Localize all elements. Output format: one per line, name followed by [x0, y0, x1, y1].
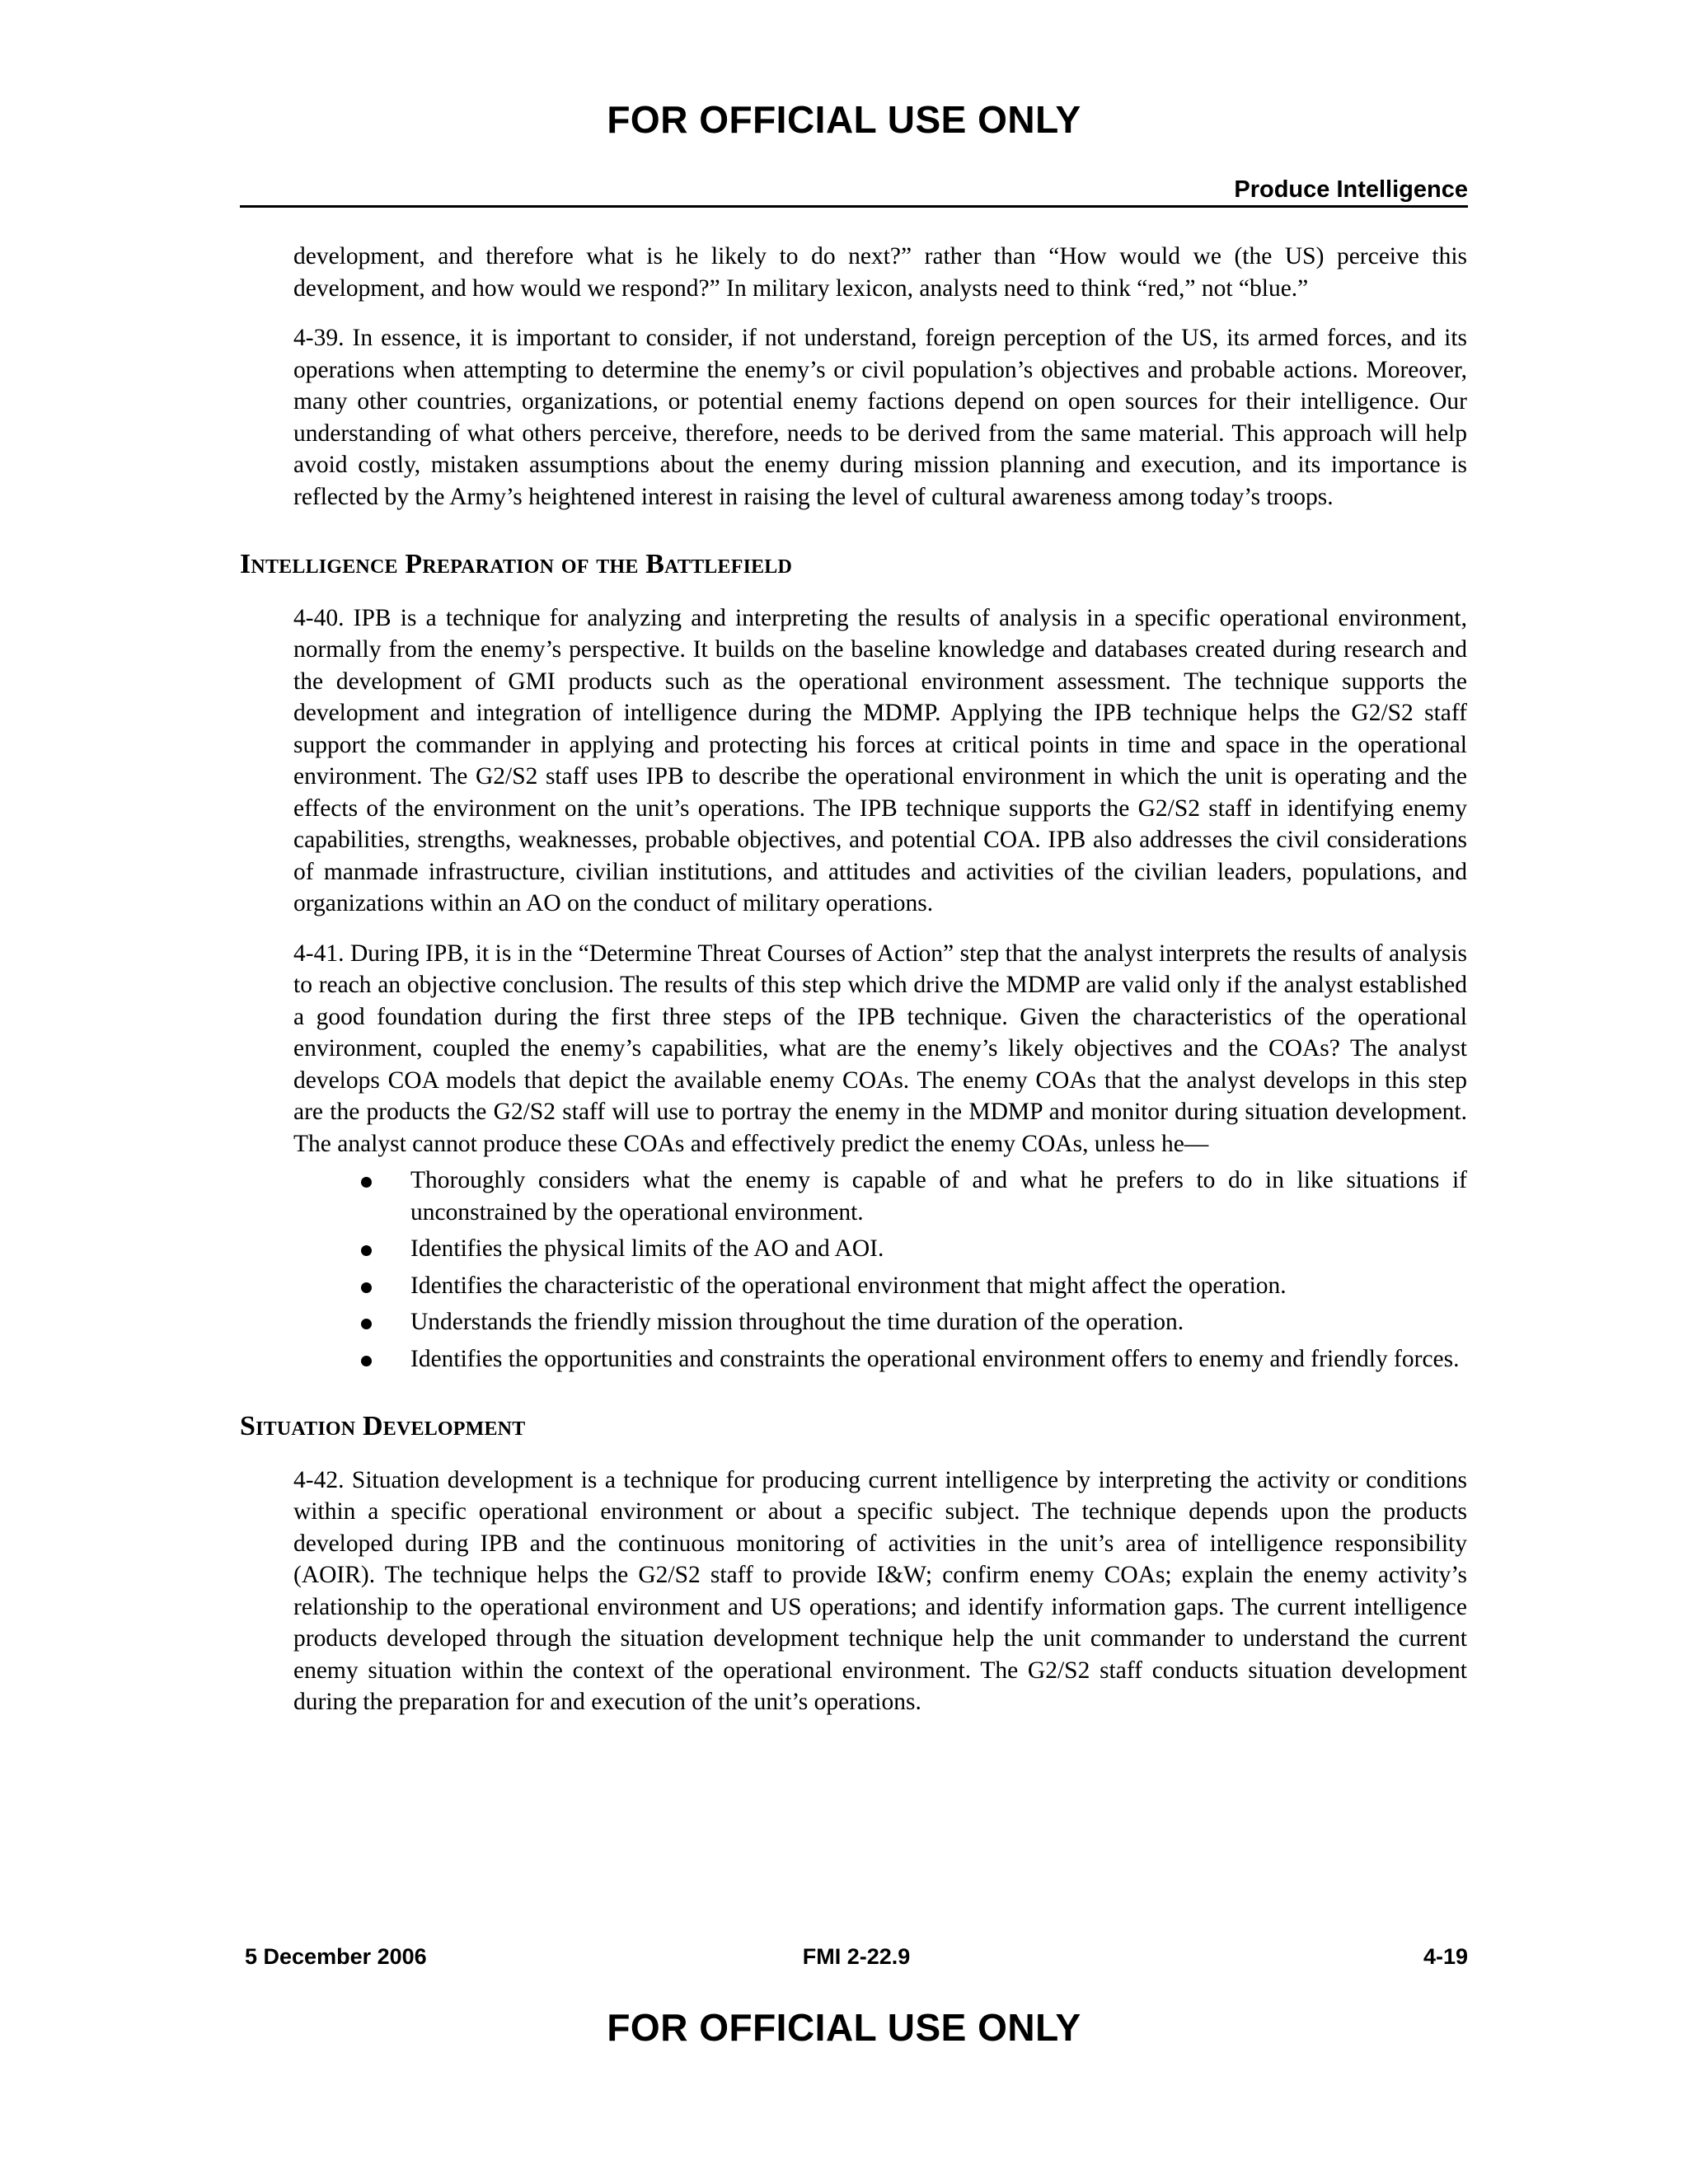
footer-date: 5 December 2006 [245, 1944, 427, 1969]
list-item [293, 1343, 1467, 1376]
list-item-text: Thoroughly considers what the enemy is capable of and what he prefers to do in like situations if unconstrained by the operational environment. [410, 1167, 1467, 1226]
paragraph-continuation: development, and therefore what is he likely to do next?” rather than “How would we (the US) perceive this development, and how would we respond?” In military lexicon, analysts need to think “red,” not “blue.” [293, 243, 1467, 302]
footer-page-number: 4-19 [1423, 1944, 1468, 1969]
page-footer [245, 1944, 1468, 1974]
list-item [293, 1306, 1467, 1338]
list-item [293, 1165, 1467, 1228]
bullet-icon [361, 1282, 372, 1293]
paragraph-4-39: 4-39. In essence, it is important to consider, if not understand, foreign perception of the US, its armed forces, and its operations when attempting to determine the enemy’s or civil population’s objectives and probable actions. Moreover, many other countries, organizations, or potential enemy factions depend on open sources for their intelligence. Our understanding of what others perceive, therefore, needs to be derived from the same material. This approach will help avoid costly, mistaken assumptions about the enemy during mission planning and execution, and its importance is reflected by the Army’s heightened interest in raising the level of cultural awareness among today’s troops. [293, 325, 1467, 510]
classification-banner-top: FOR OFFICIAL USE ONLY [607, 98, 1081, 141]
header-rule [240, 205, 1468, 208]
paragraph-4-41: 4-41. During IPB, it is in the “Determine Threat Courses of Action” step that the analyst interprets the results of analysis to reach an objective conclusion. The results of this step which drive the MDMP are valid only if the analyst established a good foundation during the first three steps of the IPB technique. Given the characteristics of the operational environment, coupled the enemy’s capabilities, what are the enemy’s likely objectives and the COAs? The analyst develops COA models that depict the available enemy COAs. The enemy COAs that the analyst develops in this step are the products the G2/S2 staff will use to portray the enemy in the MDMP and monitor during situation development. The analyst cannot produce these COAs and effectively predict the enemy COAs, unless he— [293, 940, 1467, 1157]
list-item [293, 1270, 1467, 1302]
bullet-icon [361, 1319, 372, 1329]
bullet-icon [361, 1245, 372, 1256]
document-body [240, 241, 1467, 1736]
running-head: Produce Intelligence [1234, 176, 1468, 203]
list-item-text: Identifies the physical limits of the AO and AOI. [410, 1235, 884, 1262]
bullet-icon [361, 1356, 372, 1366]
list-item-text: Identifies the characteristic of the operational environment that might affect the operation. [410, 1272, 1287, 1299]
footer-publication: FMI 2-22.9 [802, 1944, 911, 1969]
section-heading-ipb: Intelligence Preparation of the Battlefield [240, 549, 793, 579]
paragraph-4-42: 4-42. Situation development is a technique for producing current intelligence by interpreting the activity or conditions within a specific operational environment or about a specific subject. The technique depends upon the products developed during IPB and the continuous monitoring of activities in the unit’s area of intelligence responsibility (AOIR). The technique helps the G2/S2 staff to provide I&W; confirm enemy COAs; explain the enemy activity’s relationship to the operational environment and US operations; and identify information gaps. The current intelligence products developed through the situation development technique help the unit commander to understand the current enemy situation within the context of the operational environment. The G2/S2 staff conducts situation development during the preparation for and execution of the unit’s operations. [293, 1466, 1467, 1715]
bullet-list [293, 1165, 1467, 1375]
list-item [293, 1233, 1467, 1265]
paragraph-4-40: 4-40. IPB is a technique for analyzing and interpreting the results of analysis in a specific operational environment, normally from the enemy’s perspective. It builds on the baseline knowledge and databases created during research and the development of GMI products such as the operational environment assessment. The technique supports the development and integration of intelligence during the MDMP. Applying the IPB technique helps the G2/S2 staff support the commander in applying and protecting his forces at critical points in time and space in the operational environment. The G2/S2 staff uses IPB to describe the operational environment in which the unit is operating and the effects of the environment on the unit’s operations. The IPB technique supports the G2/S2 staff in identifying enemy capabilities, strengths, weaknesses, probable objectives, and potential COA. IPB also addresses the civil considerations of manmade infrastructure, civilian institutions, and attitudes and activities of the civilian leaders, populations, and organizations within an AO on the conduct of military operations. [293, 604, 1467, 916]
bullet-icon [361, 1177, 372, 1188]
list-item-text: Understands the friendly mission throughout the time duration of the operation. [410, 1309, 1184, 1335]
list-item-text: Identifies the opportunities and constraints the operational environment offers to enemy and friendly forces. [410, 1345, 1460, 1372]
section-heading-situation-development: Situation Development [240, 1411, 526, 1441]
classification-banner-bottom: FOR OFFICIAL USE ONLY [607, 2006, 1081, 2049]
